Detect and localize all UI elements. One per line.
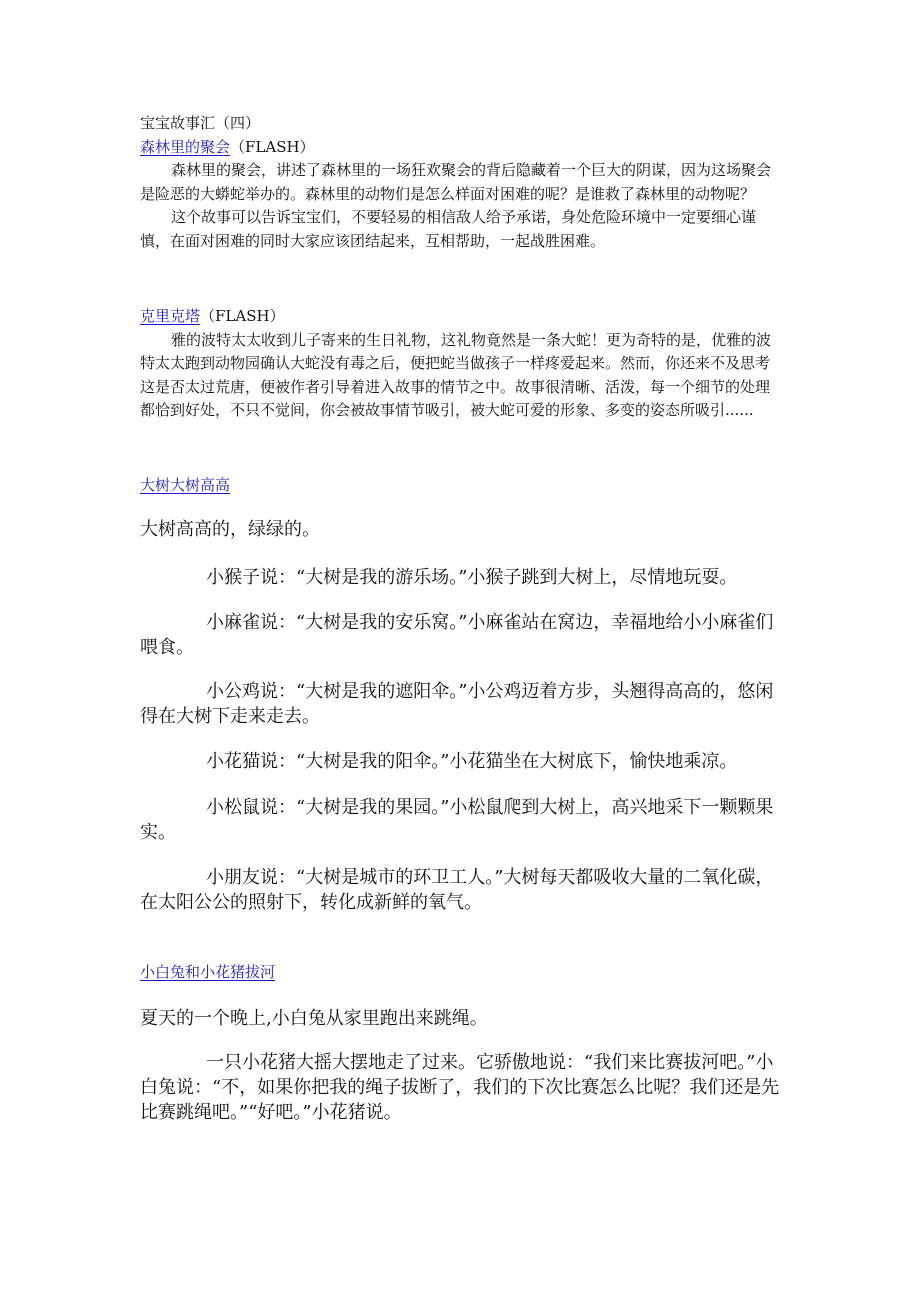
story-4-heading	[140, 961, 780, 985]
story-2-heading	[140, 305, 780, 329]
story-3-paragraph: 小公鸡说：“大树是我的遮阳伞。”小公鸡迈着方步，头翘得高高的，悠闲得在大树下走来走去。	[140, 681, 774, 727]
story-2-paragraph: 雅的波特太太收到儿子寄来的生日礼物，这礼物竟然是一条大蛇！更为奇特的是，优雅的波特太太跑到动物园确认大蛇没有毒之后，便把蛇当做孩子一样疼爱起来。然而，你还来不及思考这是否太过荒唐，便被作者引导着进入故事的情节之中。故事很清晰、活泼，每一个细节的处理都恰到好处，不只不觉间，你会被故事情节吸引，被大蛇可爱的形象、多变的姿态所吸引......	[140, 330, 772, 419]
story-2-block	[140, 305, 780, 423]
story-3-intro: 大树高高的，绿绿的。	[140, 519, 320, 540]
story-4-paragraph: 一只小花猪大摇大摆地走了过来。它骄傲地说：“我们来比赛拔河吧。”小白兔说：“不，如果你把我的绳子拔断了，我们的下次比赛怎么比呢？我们还是先比赛跳绳吧。”“好吧。”小花猪说。	[140, 1052, 780, 1123]
story-1-suffix: （FLASH）	[230, 137, 315, 156]
story-3-paragraph: 小松鼠说：“大树是我的果园。”小松鼠爬到大树上，高兴地采下一颗颗果实。	[140, 797, 774, 843]
story-4-block	[140, 961, 780, 985]
story-1-paragraph: 这个故事可以告诉宝宝们，不要轻易的相信敌人给予承诺，身处危险环境中一定要细心谨慎，在面对困难的同时大家应该团结起来，互相帮助，一起战胜困难。	[140, 208, 757, 250]
story-3-heading	[140, 474, 780, 498]
story-1-paragraph: 森林里的聚会，讲述了森林里的一场狂欢聚会的背后隐藏着一个巨大的阴谋，因为这场聚会是险恶的大蟒蛇举办的。森林里的动物们是怎么样面对困难的呢？是谁救了森林里的动物呢？	[140, 161, 772, 203]
story-2-title-link[interactable]: 克里克塔	[140, 307, 201, 325]
story-1-title-link[interactable]: 森林里的聚会	[140, 137, 231, 156]
story-2-suffix: （FLASH）	[200, 307, 285, 325]
story-4-title-link[interactable]: 小白兔和小花猪拔河	[140, 963, 276, 981]
story-3-paragraph: 小麻雀说：“大树是我的安乐窝。”小麻雀站在窝边，幸福地给小小麻雀们喂食。	[140, 612, 774, 658]
story-3-paragraph: 小朋友说：“大树是城市的环卫工人。”大树每天都吸收大量的二氧化碳，在太阳公公的照射下，转化成新鲜的氧气。	[140, 867, 774, 913]
story-1-block	[140, 112, 780, 253]
story-3-paragraph: 小猴子说：“大树是我的游乐场。”小猴子跳到大树上，尽情地玩耍。	[206, 567, 738, 588]
document-title: 宝宝故事汇（四）	[140, 114, 261, 132]
story-3-paragraph: 小花猫说：“大树是我的阳伞。”小花猫坐在大树底下，愉快地乘凉。	[206, 751, 738, 772]
story-3-title-link[interactable]: 大树大树高高	[140, 476, 231, 494]
story-3-block	[140, 474, 780, 498]
story-1-heading	[140, 136, 780, 160]
story-4-intro: 夏天的一个晚上,小白兔从家里跑出来跳绳。	[140, 1008, 488, 1029]
